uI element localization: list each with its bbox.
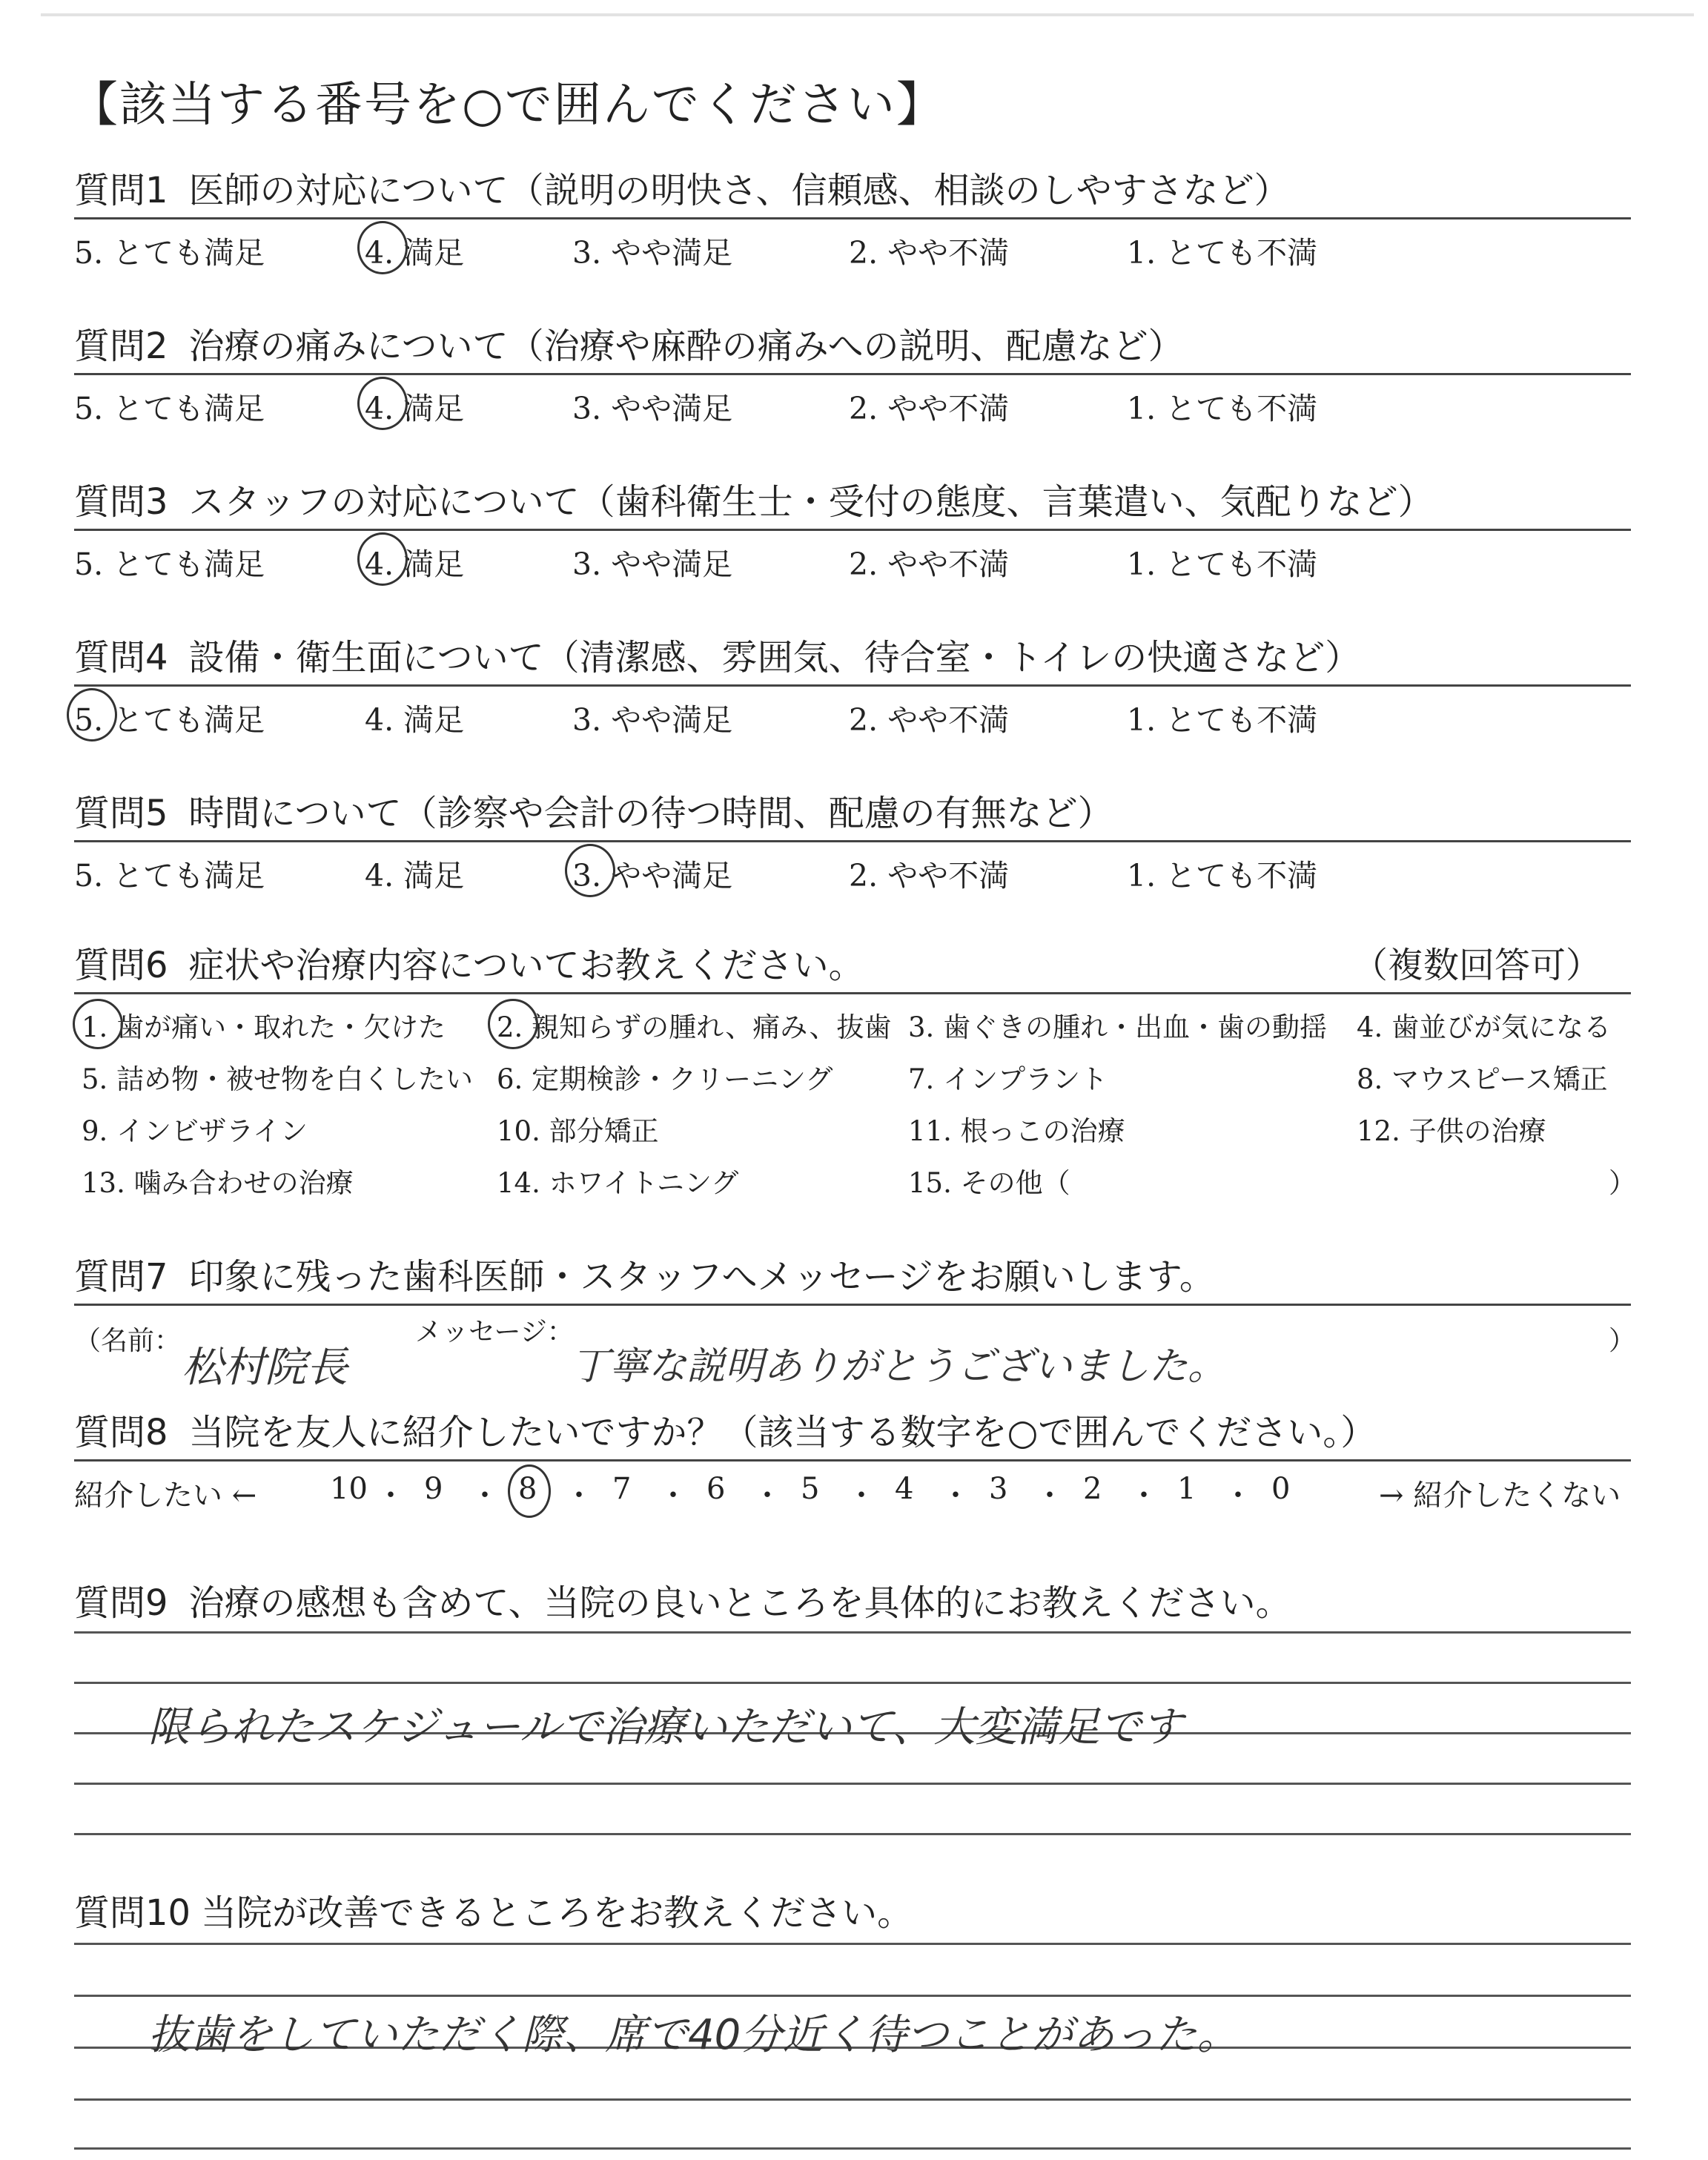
question-6-note: （複数回答可） — [1351, 945, 1601, 986]
rating-option-2[interactable]: 2. やや不満 — [849, 858, 1010, 894]
rating-options — [74, 687, 1631, 739]
scale-value-8[interactable]: 8 — [518, 1472, 537, 1506]
question-number: 質問1 — [74, 170, 168, 211]
question-4 — [74, 634, 1631, 739]
writing-line — [74, 1833, 1631, 1835]
q10-handwritten-answer[interactable]: 抜歯をしていただく際、席で40分近く待つことがあった。 — [148, 2011, 1239, 2059]
rating-option-5[interactable]: 5. とても満足 — [74, 702, 265, 738]
scale-value-6[interactable]: 6 — [706, 1472, 726, 1506]
question-6 — [74, 942, 1631, 994]
handwritten-name[interactable]: 松村院長 — [182, 1344, 348, 1392]
rating-option-5[interactable]: 5. とても満足 — [74, 391, 265, 426]
scale-separator: ・ — [752, 1479, 782, 1513]
symptom-option-8[interactable]: 8. マウスピース矯正 — [1357, 1063, 1608, 1095]
writing-line — [74, 2147, 1631, 2150]
question-number: 質問5 — [74, 793, 168, 834]
top-border — [41, 13, 1694, 16]
symptom-option-11[interactable]: 11. 根っこの治療 — [908, 1115, 1125, 1147]
rating-option-1[interactable]: 1. とても不満 — [1127, 858, 1318, 894]
question-8 — [74, 1409, 1631, 1462]
rating-option-3[interactable]: 3. やや満足 — [572, 702, 733, 738]
question-6-text: 症状や治療内容についてお教えください。 — [188, 945, 864, 986]
rating-option-2[interactable]: 2. やや不満 — [849, 391, 1010, 426]
scale-separator: ・ — [1223, 1479, 1253, 1513]
scale-separator: ・ — [1129, 1479, 1159, 1513]
rating-options — [74, 842, 1631, 894]
rating-option-3[interactable]: 3. やや満足 — [572, 546, 733, 582]
scale-separator: ・ — [470, 1479, 500, 1513]
question-3-title — [74, 478, 1631, 526]
question-text: 医師の対応について（説明の明快さ、信頼感、相談のしやすさなど） — [188, 170, 1290, 211]
scale-separator: ・ — [376, 1479, 406, 1513]
question-10-title — [74, 1889, 1631, 1937]
rating-option-2[interactable]: 2. やや不満 — [849, 546, 1010, 582]
question-9-number: 質問9 — [74, 1582, 168, 1624]
writing-line — [74, 1995, 1631, 1997]
rating-option-4[interactable]: 4. 満足 — [365, 235, 465, 271]
question-text: 治療の痛みについて（治療や麻酔の痛みへの説明、配慮など） — [188, 326, 1184, 367]
scale-right-label: → 紹介したくない — [1379, 1479, 1621, 1513]
writing-line — [74, 2098, 1631, 2101]
question-number: 質問4 — [74, 637, 168, 678]
q9-handwritten-answer[interactable]: 限られたスケジュールで治療いただいて、大変満足です — [148, 1703, 1183, 1751]
symptom-options — [74, 1005, 1636, 1199]
name-label: （名前： — [74, 1326, 182, 1356]
question-8-title — [74, 1409, 1631, 1456]
question-3 — [74, 478, 1631, 583]
rating-option-4[interactable]: 4. 満足 — [365, 702, 465, 738]
scale-separator: ・ — [941, 1479, 970, 1513]
symptom-option-10[interactable]: 10. 部分矯正 — [497, 1115, 659, 1147]
symptom-option-6[interactable]: 6. 定期検診・クリーニング — [497, 1063, 833, 1095]
writing-line — [74, 1631, 1631, 1634]
rating-option-3[interactable]: 3. やや満足 — [572, 858, 733, 894]
question-7-text: 印象に残った歯科医師・スタッフへメッセージをお願いします。 — [188, 1256, 1215, 1298]
question-7-rule — [74, 1304, 1631, 1306]
rating-option-4[interactable]: 4. 満足 — [365, 391, 465, 426]
rating-option-3[interactable]: 3. やや満足 — [572, 391, 733, 426]
writing-line — [74, 1682, 1631, 1684]
question-8-number: 質問8 — [74, 1412, 168, 1453]
symptom-option-14[interactable]: 14. ホワイトニング — [497, 1167, 739, 1199]
rating-option-1[interactable]: 1. とても不満 — [1127, 235, 1318, 271]
close-paren: ） — [1609, 1326, 1636, 1356]
scale-left-label: 紹介したい ← — [74, 1479, 257, 1513]
question-8-text: 当院を友人に紹介したいですか？（該当する数字を○で囲んでください。） — [188, 1412, 1377, 1453]
symptom-option-13[interactable]: 13. 噛み合わせの治療 — [82, 1167, 354, 1199]
question-9-text: 治療の感想も含めて、当院の良いところを具体的にお教えください。 — [188, 1582, 1291, 1624]
question-number: 質問3 — [74, 481, 168, 523]
question-8-rule — [74, 1459, 1631, 1462]
symptom-option-4[interactable]: 4. 歯並びが気になる — [1357, 1011, 1612, 1043]
symptom-option-12[interactable]: 12. 子供の治療 — [1357, 1115, 1546, 1147]
question-7-title — [74, 1253, 1631, 1301]
question-10 — [74, 1889, 1631, 1937]
rating-option-1[interactable]: 1. とても不満 — [1127, 702, 1318, 738]
scale-value-2[interactable]: 2 — [1083, 1472, 1102, 1506]
question-number: 質問2 — [74, 326, 168, 367]
writing-line — [74, 1783, 1631, 1785]
rating-option-4[interactable]: 4. 満足 — [365, 858, 465, 894]
scale-value-5[interactable]: 5 — [801, 1472, 820, 1506]
handwritten-message[interactable]: 丁寧な説明ありがとうございました。 — [571, 1344, 1227, 1389]
question-5-title — [74, 790, 1631, 837]
rating-option-1[interactable]: 1. とても不満 — [1127, 546, 1318, 582]
symptom-option-15[interactable]: 15. その他（ — [908, 1167, 1070, 1199]
symptom-option-1[interactable]: 1. 歯が痛い・取れた・欠けた — [82, 1011, 446, 1043]
scale-value-1[interactable]: 1 — [1177, 1472, 1196, 1506]
question-2 — [74, 323, 1631, 427]
scale-separator: ・ — [1035, 1479, 1065, 1513]
form-header: 【該当する番号を○で囲んでください】 — [70, 78, 945, 133]
scale-value-9[interactable]: 9 — [424, 1472, 443, 1506]
rating-option-4[interactable]: 4. 満足 — [365, 546, 465, 582]
question-2-title — [74, 323, 1631, 370]
rating-options — [74, 219, 1631, 271]
question-9-title — [74, 1579, 1631, 1627]
question-4-title — [74, 634, 1631, 681]
question-text: スタッフの対応について（歯科衛生士・受付の態度、言葉遣い、気配りなど） — [188, 481, 1434, 523]
question-9 — [74, 1579, 1631, 1627]
rating-option-1[interactable]: 1. とても不満 — [1127, 391, 1318, 426]
symptom-option-9[interactable]: 9. インビザライン — [82, 1115, 308, 1147]
scale-value-10[interactable]: 10 — [330, 1472, 368, 1506]
question-10-number: 質問10 — [74, 1892, 191, 1934]
question-6-number: 質問6 — [74, 945, 168, 986]
question-text: 設備・衛生面について（清潔感、雰囲気、待合室・トイレの快適さなど） — [188, 637, 1361, 678]
scale-value-7[interactable]: 7 — [612, 1472, 632, 1506]
scale-value-4[interactable]: 4 — [895, 1472, 914, 1506]
question-7 — [74, 1253, 1631, 1306]
question-1-title — [74, 167, 1631, 214]
rating-options — [74, 531, 1631, 583]
rating-option-3[interactable]: 3. やや満足 — [572, 235, 733, 271]
symptom-option-3[interactable]: 3. 歯ぐきの腫れ・出血・歯の動揺 — [908, 1011, 1328, 1043]
rating-option-5[interactable]: 5. とても満足 — [74, 858, 265, 894]
symptom-option-2[interactable]: 2. 親知らずの腫れ、痛み、抜歯 — [497, 1011, 892, 1043]
question-1 — [74, 167, 1631, 271]
rating-option-5[interactable]: 5. とても満足 — [74, 546, 265, 582]
question-6-rule — [74, 992, 1631, 994]
other-close-paren: ） — [1609, 1167, 1636, 1199]
rating-option-5[interactable]: 5. とても満足 — [74, 235, 265, 271]
question-7-number: 質問7 — [74, 1256, 168, 1298]
scale-separator: ・ — [564, 1479, 594, 1513]
message-label: メッセージ： — [415, 1317, 574, 1347]
rating-option-2[interactable]: 2. やや不満 — [849, 702, 1010, 738]
question-5 — [74, 790, 1631, 894]
question-text: 時間について（診察や会計の待つ時間、配慮の有無など） — [188, 793, 1113, 834]
scale-value-0[interactable]: 0 — [1271, 1472, 1291, 1506]
writing-line — [74, 1943, 1631, 1945]
rating-options — [74, 375, 1631, 427]
scale-value-3[interactable]: 3 — [989, 1472, 1008, 1506]
scale-separator: ・ — [658, 1479, 688, 1513]
symptom-option-5[interactable]: 5. 詰め物・被せ物を白くしたい — [82, 1063, 474, 1095]
scale-separator: ・ — [847, 1479, 876, 1513]
question-6-title — [74, 942, 1631, 989]
rating-option-2[interactable]: 2. やや不満 — [849, 235, 1010, 271]
symptom-option-7[interactable]: 7. インプラント — [908, 1063, 1108, 1095]
question-10-text: 当院が改善できるところをお教えください。 — [201, 1892, 913, 1934]
